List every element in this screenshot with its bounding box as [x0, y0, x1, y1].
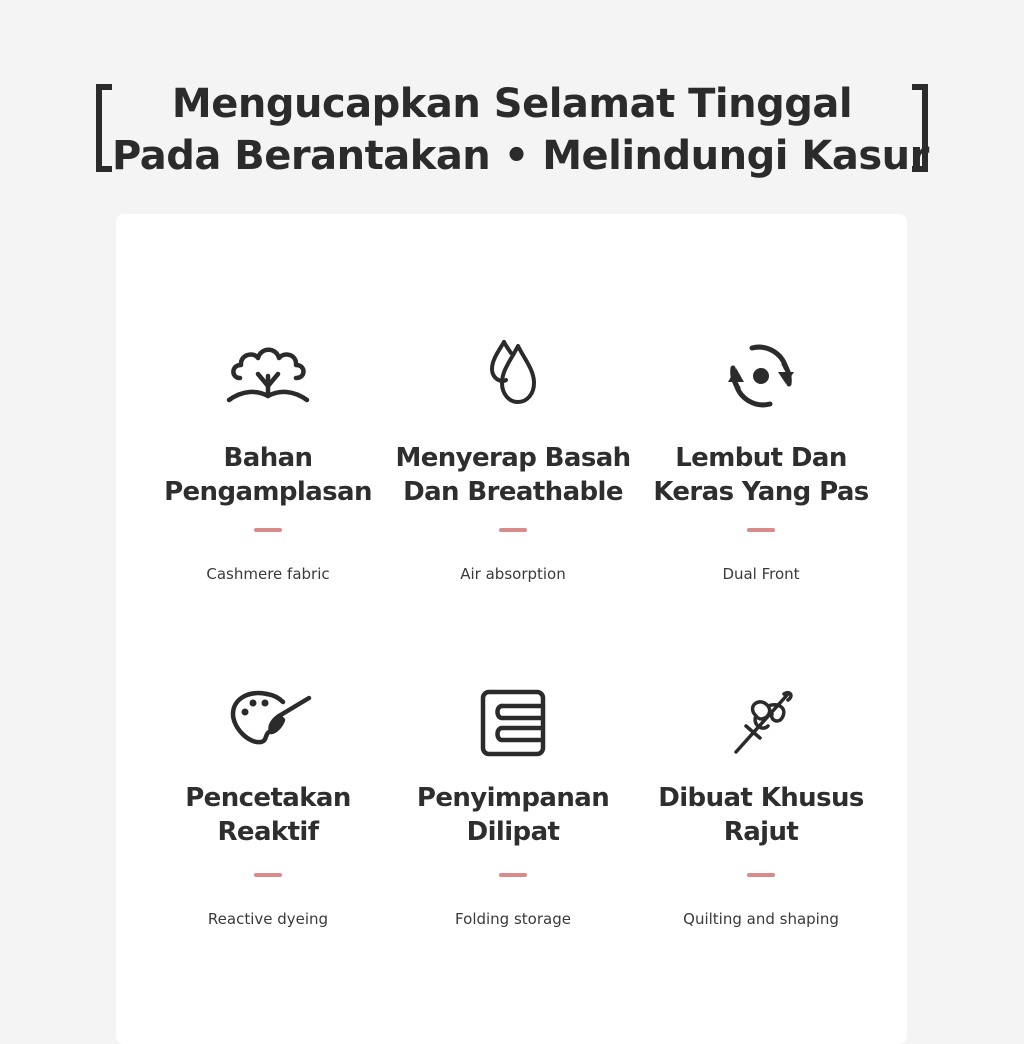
needle-thread-icon [716, 682, 806, 762]
features-card [116, 214, 907, 1044]
paint-palette-icon [223, 682, 313, 762]
feature-subtitle: Quilting and shaping [683, 910, 839, 928]
feature-title: Menyerap Basah Dan Breathable [395, 443, 631, 507]
feature-title: Penyimpanan Dilipat [416, 783, 610, 847]
accent-divider [499, 873, 527, 877]
accent-divider [254, 528, 282, 532]
title-line-2: Pada Berantakan • Melindungi Kasur [112, 133, 929, 179]
cotton-icon [223, 338, 313, 418]
accent-divider [254, 873, 282, 877]
title-line-1: Mengucapkan Selamat Tinggal [171, 81, 853, 127]
right-bracket [912, 84, 928, 172]
feature-title: Dibuat Khusus Rajut [658, 783, 864, 847]
rotate-arrows-icon [716, 338, 806, 418]
feature-subtitle: Cashmere fabric [206, 565, 330, 583]
accent-divider [747, 873, 775, 877]
feature-subtitle: Folding storage [455, 910, 571, 928]
feature-title: Pencetakan Reaktif [185, 783, 351, 847]
feature-subtitle: Air absorption [460, 565, 566, 583]
feature-subtitle: Dual Front [722, 565, 800, 583]
water-drops-icon [468, 338, 558, 418]
accent-divider [747, 528, 775, 532]
page-header [0, 78, 1024, 188]
feature-title: Bahan Pengamplasan [164, 443, 372, 507]
feature-title: Lembut Dan Keras Yang Pas [653, 443, 869, 507]
folding-storage-icon [468, 682, 558, 762]
feature-subtitle: Reactive dyeing [207, 910, 329, 928]
left-bracket [96, 84, 112, 172]
accent-divider [499, 528, 527, 532]
page-title [112, 78, 929, 182]
